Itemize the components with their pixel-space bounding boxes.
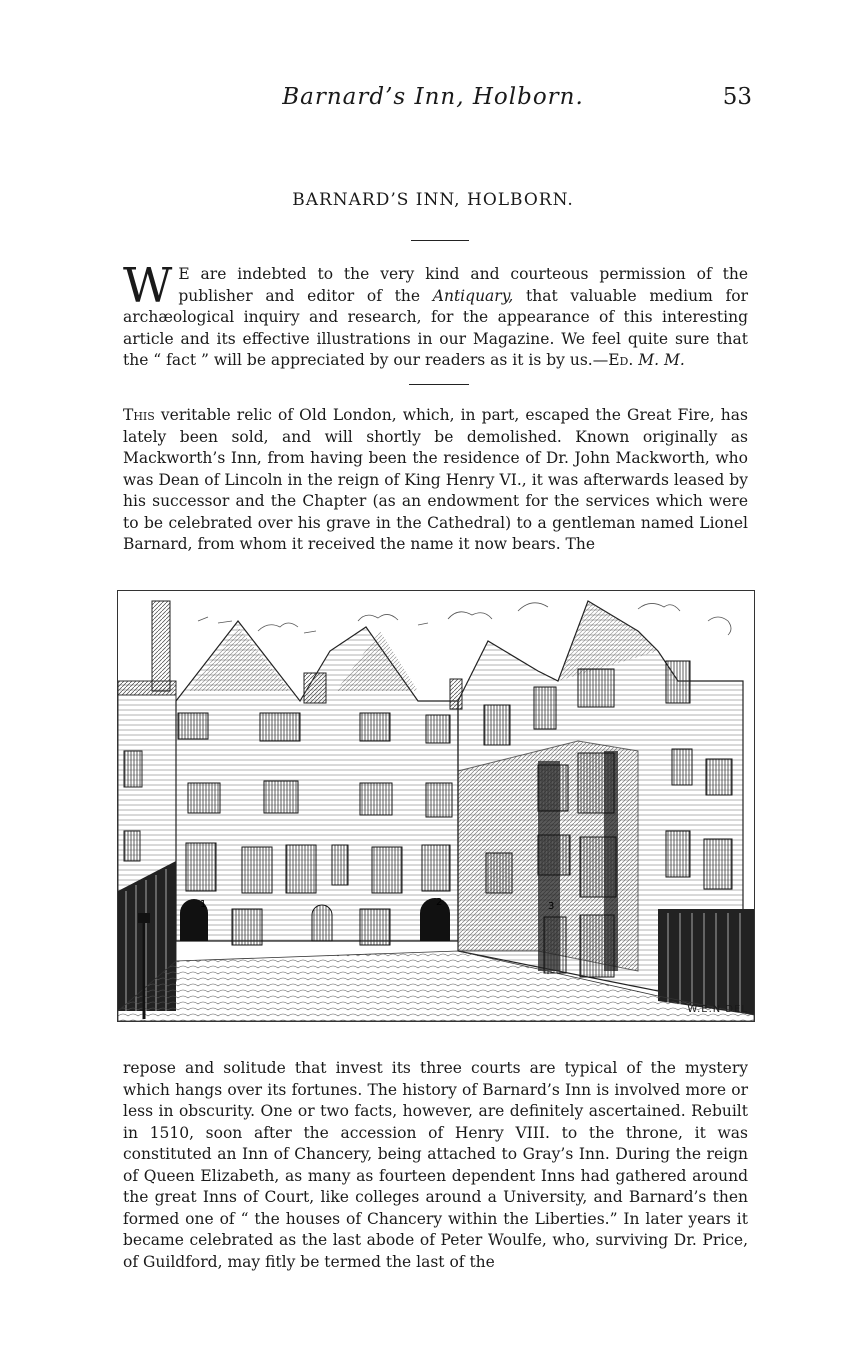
editor-note — [123, 258, 748, 372]
doorway-3 — [544, 917, 566, 973]
paragraph-1-text: veritable relic of Old London, which, in part, escaped the Great Fire, has lately been sold, and will shortly be demolished. Known originally as Mackworth’s Inn, from having been the residence of Dr. John Mackworth, who was Dean of Lincoln in the reign of King Henry VI., it was afterwards leased by his successor and the Chapter (as an endowment for the services which were to be celebrated over his grave in the Cathedral) to a gentleman named Lionel Barnard, from whom it received the name it now bears. The — [123, 406, 748, 553]
paragraph-2 — [123, 1058, 748, 1273]
paragraph-1 — [123, 405, 748, 556]
editor-signature-ed: Ed. — [608, 351, 634, 369]
publication-name: Antiquary, — [432, 286, 514, 305]
drop-cap: W — [123, 258, 173, 314]
article-title: BARNARD’S INN, HOLBORN. — [292, 190, 574, 210]
paragraph-1-lead: This — [123, 406, 155, 424]
door-label-3: 3 — [548, 901, 555, 912]
tall-chimney — [152, 601, 170, 691]
running-header — [0, 84, 866, 118]
doorway-arch — [312, 905, 332, 941]
running-title: Barnard’s Inn, Holborn. — [282, 84, 584, 110]
editor-note-text-1: E are indebted to the very kind and courteous permission of the publisher and editor of the — [178, 265, 748, 305]
page-number: 53 — [722, 84, 752, 110]
artist-signature: W.E.N DEL — [687, 1004, 748, 1015]
sky-clouds — [198, 603, 731, 635]
engraving-drawing — [118, 591, 754, 1021]
title-rule — [411, 240, 469, 241]
doorway-2 — [420, 898, 450, 941]
section-rule — [409, 384, 469, 385]
editor-signature-mm: M. M. — [633, 351, 685, 369]
editor-note-text-2: that valuable medium for archæological inquiry and research, for the appearance of this interesting article and its effective illustrations in our Magazine. We feel quite sure that the “ fact ” will be appreciated by our readers as it is by us.— — [123, 286, 748, 369]
paragraph-2-text: repose and solitude that invest its three courts are typical of the mystery which hangs over its fortunes. The history of Barnard’s Inn is involved more or less in obscurity. One or two facts, however, are definitely ascertained. Rebuilt in 1510, soon after the accession of Henry VIII. to the throne, it was constituted an Inn of Chancery, being attached to Gray’s Inn. During the reign of Queen Elizabeth, as many as fourteen dependent Inns had gathered around the great Inns of Court, like colleges around a University, and Barnard’s then formed one of “ the houses of Chancery within the Liberties.” In later years it became celebrated as the last abode of Peter Woulfe, who, surviving Dr. Price, of Guildford, may fitly be termed the last of the — [123, 1059, 748, 1271]
door-label-1: 1 — [200, 899, 207, 910]
barnards-inn-engraving — [117, 590, 755, 1022]
door-label-2: 2 — [436, 897, 443, 908]
